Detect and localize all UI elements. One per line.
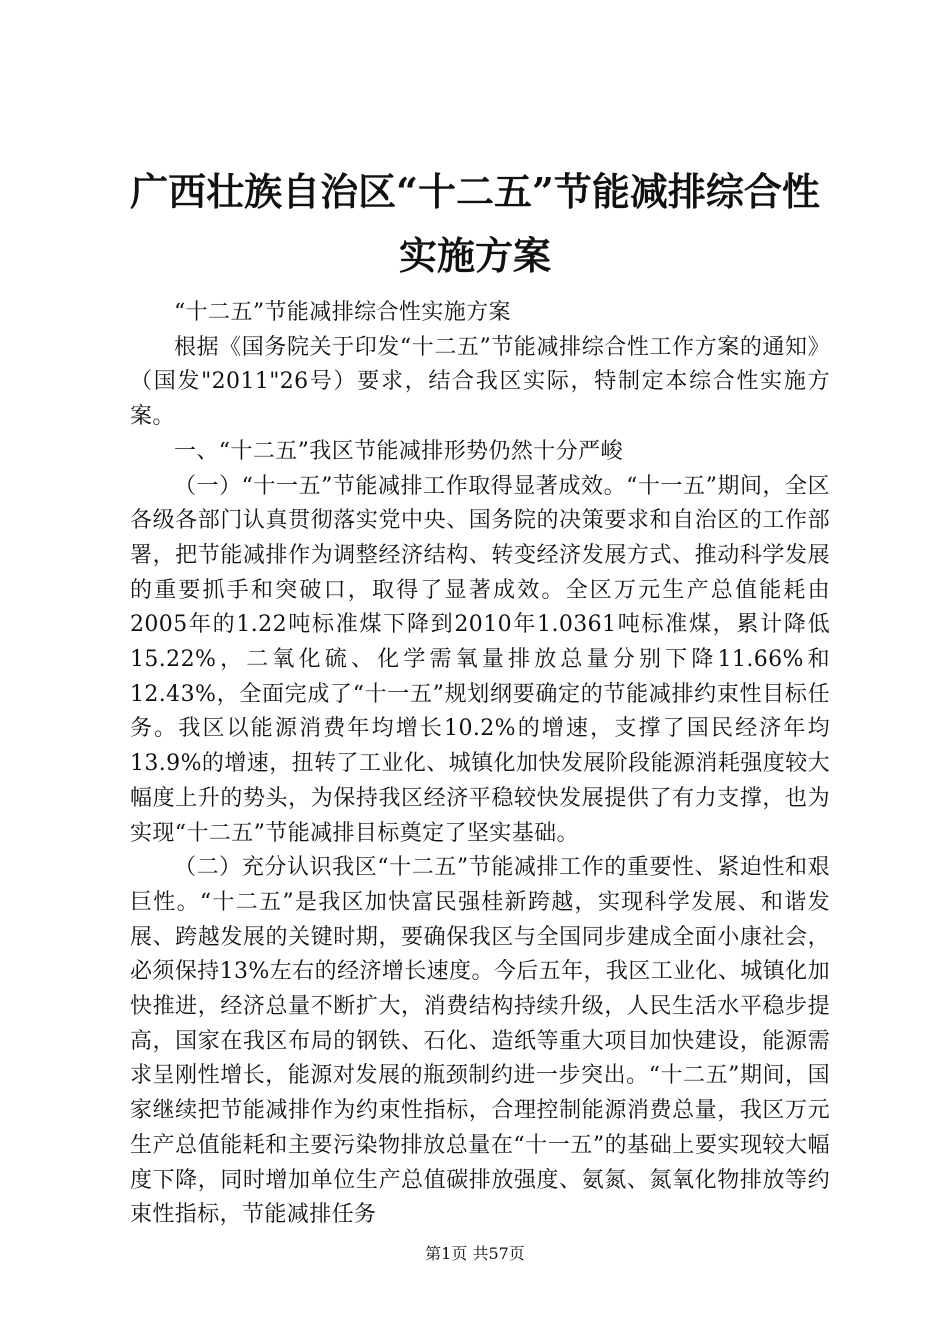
paragraph-section-1-2: （二）充分认识我区“十二五”节能减排工作的重要性、紧迫性和艰巨性。“十二五”是我区加快富民强桂新跨越，实现科学发展、和谐发展、跨越发展的关键时期，要确保我区与全国同步建成全面小康社会，必须保持13%左右的经济增长速度。今后五年，我区工业化、城镇化加快推进，经济总量不断扩大，消费结构持续升级，人民生活水平稳步提高，国家在我区布局的钢铁、石化、造纸等重大项目加快建设，能源需求呈刚性增长，能源对发展的瓶颈制约进一步突出。“十二五”期间，国家继续把节能减排作为约束性指标，合理控制能源消费总量，我区万元生产总值能耗和主要污染物排放总量在“十一五”的基础上要实现较大幅度下降，同时增加单位生产总值碳排放强度、氨氮、氮氧化物排放等约束性指标，节能减排任务 [130,855,830,1228]
document-body [130,296,830,1233]
paragraph-subtitle: “十二五”节能减排综合性实施方案 [174,300,511,325]
page-footer: 第1页 共57页 [425,1244,525,1263]
section-heading-1: 一、“十二五”我区节能减排形势仍然十分严峻 [174,438,623,464]
paragraph-section-1-1: （一）“十一五”节能减排工作取得显著成效。“十一五”期间，全区各级各部门认真贯彻落实党中央、国务院的决策要求和自治区的工作部署，把节能减排作为调整经济结构、转变经济发展方式、推动科学发展的重要抓手和突破口，取得了显著成效。全区万元生产总值能耗由2005年的1.22吨标准煤下降到2010年1.0361吨标准煤，累计降低15.22%，二氧化硫、化学需氧量排放总量分别下降11.66%和12.43%，全面完成了“十一五”规划纲要确定的节能减排约束性目标任务。我区以能源消费年均增长10.2%的增速，支撑了国民经济年均13.9%的增速，扭转了工业化、城镇化加快发展阶段能源消耗强度较大幅度上升的势头，为保持我区经济平稳较快发展提供了有力支撑，也为实现“十二五”节能减排目标奠定了坚实基础。 [130,473,830,846]
document-title: 广西壮族自治区“十二五”节能减排综合性实施方案 [130,169,820,278]
paragraph-basis: 根据《国务院关于印发“十二五”节能减排综合性工作方案的通知》（国发"2011"26号）要求，结合我区实际，特制定本综合性实施方案。 [130,334,830,430]
